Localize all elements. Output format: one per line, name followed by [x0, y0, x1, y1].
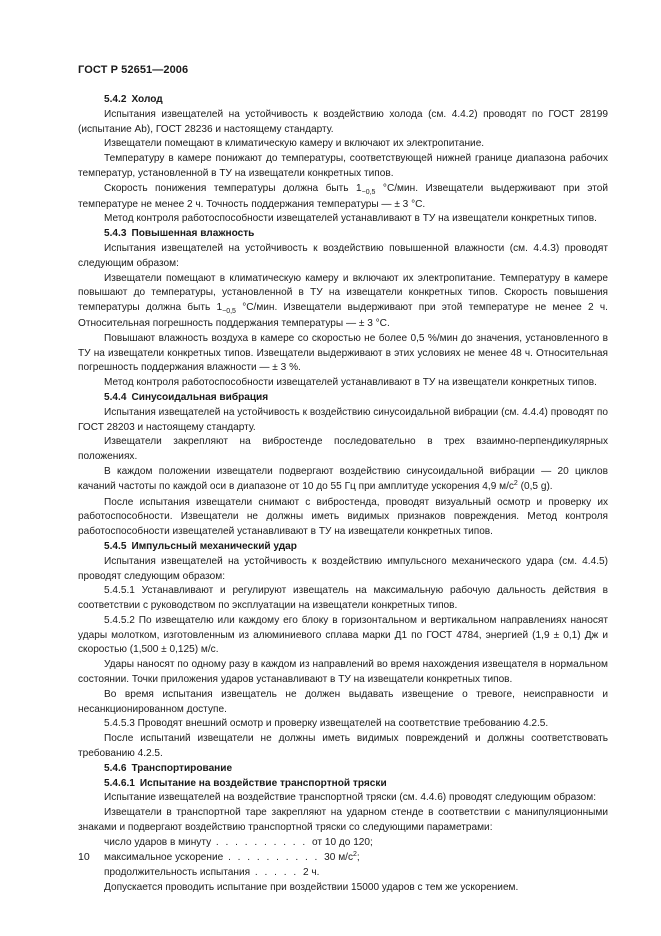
subscript: −0,5: [222, 308, 236, 316]
spec-label: продолжительность испытания: [104, 867, 251, 879]
paragraph: Во время испытания извещатель не должен выдавать извещение о тревоге, неисправности и несанкционированном доступе.: [78, 688, 608, 715]
section-heading-5-4-2: [78, 93, 608, 108]
spec-value: от 10 до 120;: [312, 836, 373, 848]
spec-line-acceleration: [78, 851, 608, 867]
paragraph: Температуру в камере понижают до температуры, соответствующей нижней границе диапазона рабочих температур, установленной в ТУ на извещатели конкретных типов.: [78, 153, 608, 179]
paragraph: Метод контроля работоспособности извещателей устанавливают в ТУ на извещатели конкретных типов.: [104, 377, 597, 389]
leader-dots: . . . . .: [250, 867, 303, 879]
text-run: Извещатели помещают в климатическую камеру и включают их электропитание. Температуру в камере повышают до температуры, установленной в ТУ на извещатели конкретных типов. Скорость повышения температуры должна быть 1: [78, 272, 608, 314]
section-title: Импульсный механический удар: [131, 540, 297, 552]
subsection-title: Испытание на воздействие транспортной тряски: [139, 777, 387, 789]
paragraph: 5.4.5.1 Устанавливают и регулируют извещатель на максимальную рабочую дальность действия в соответствии с руководством по эксплуатации на извещатели конкретных типов.: [78, 585, 608, 612]
leader-dots: . . . . . . . . . .: [211, 836, 313, 848]
section-number: 5.4.3: [104, 228, 127, 240]
document-header: ГОСТ Р 52651—2006: [78, 64, 189, 76]
paragraph: После испытания извещатели снимают с вибростенда, проводят визуальный осмотр и проверку их работоспособности. Извещатели не должны иметь видимых признаков повреждения. Метод контроля работоспособности извещателей устанавливают в ТУ на извещатели конкретных типов.: [78, 496, 608, 538]
paragraph: Повышают влажность воздуха в камере со скоростью не более 0,5 %/мин до значения, установленного в ТУ на извещатели конкретных типов. Извещатели выдерживают в этих условиях не менее 48 ч. Относительная погрешность поддержания влажности — ± 3 %.: [78, 332, 608, 374]
paragraph: 5.4.5.3 Проводят внешний осмотр и проверку извещателей на соответствие требованию 4.2.5.: [104, 718, 549, 730]
paragraph: Испытания извещателей на устойчивость к воздействию холода (см. 4.4.2) проводят по ГОСТ 28199 (испытание Ab), ГОСТ 28236 и настоящему стандарту.: [78, 108, 608, 135]
document-body: [78, 93, 608, 896]
spec-label: число ударов в минуту: [104, 836, 212, 848]
spec-label: максимальное ускорение: [104, 851, 224, 863]
text-run: °С/мин. Извещатели выдерживают при этой температуре не менее 2 ч. Относительная погрешность поддержания температуры — ± 3 °С.: [78, 302, 608, 329]
leader-dots: . . . . . . . . . .: [223, 851, 325, 863]
paragraph: Испытания извещателей на устойчивость к воздействию импульсного механического удара (см. 4.4.5) проводят следующим образом:: [78, 555, 608, 582]
superscript: 2: [513, 479, 518, 487]
section-number: 5.4.4: [104, 391, 127, 403]
paragraph: 5.4.5.2 По извещателю или каждому его блоку в горизонтальном и вертикальном направлениях наносят удары молотком, изготовленным из алюминиевого сплава марки Д1 по ГОСТ 4784, энергией (1,9 ± 0,1) Дж и скоростью (1,500 ± 0,125) м/с.: [78, 614, 608, 656]
paragraph: После испытаний извещатели не должны иметь видимых повреждений и должны соответствовать требованию 4.2.5.: [78, 733, 608, 760]
section-title: Транспортирование: [131, 762, 233, 774]
subsection-number: 5.4.6.1: [104, 777, 135, 789]
paragraph: Метод контроля работоспособности извещателей устанавливают в ТУ на извещатели конкретных типов.: [104, 213, 597, 225]
subscript: −0,5: [361, 188, 376, 196]
section-number: 5.4.5: [104, 540, 127, 552]
paragraph: Извещатели помещают в климатическую камеру и включают их электропитание.: [104, 138, 485, 150]
paragraph: Испытание извещателей на воздействие транспортной тряски (см. 4.4.6) проводят следующим образом:: [104, 792, 596, 804]
text-run: °С/мин. Извещатели выдерживают при этой температуре не менее 2 ч. Точность поддержания температуры — ± 3 °С.: [78, 182, 608, 210]
paragraph: Допускается проводить испытание при воздействии 15000 ударов с тем же ускорением.: [104, 882, 519, 894]
section-heading-5-4-3: [78, 227, 608, 242]
spec-line-impacts: [78, 836, 608, 851]
paragraph: [78, 465, 608, 496]
section-heading-5-4-4: [78, 391, 608, 406]
text-run: Скорость понижения температуры должна быть 1: [104, 182, 362, 194]
text-run: В каждом положении извещатели подвергают воздействию синусоидальной вибрации — 20 циклов качаний частоты по каждой оси в диапазоне от 10 до 55 Гц при амплитуде ускорения 4,9 м/с: [78, 465, 608, 492]
section-title: Холод: [131, 94, 163, 105]
superscript: 2: [353, 850, 357, 858]
text-run: (0,5 g).: [517, 480, 553, 492]
page-number: 10: [78, 851, 90, 863]
paragraph: Испытания извещателей на устойчивость к воздействию повышенной влажности (см. 4.4.3) проводят следующим образом:: [78, 242, 608, 269]
spec-value: 30 м/с: [324, 851, 353, 863]
paragraph: [78, 272, 608, 332]
section-number: 5.4.2: [104, 94, 127, 105]
subsection-heading-5-4-6-1: [78, 777, 608, 792]
spec-line-duration: [78, 866, 608, 881]
paragraph: Испытания извещателей на устойчивость к воздействию синусоидальной вибрации (см. 4.4.4) проводят по ГОСТ 28203 и настоящему стандарту.: [78, 406, 608, 433]
paragraph: Удары наносят по одному разу в каждом из направлений во время нахождения извещателя в нормальном состоянии. Точки приложения ударов устанавливают в ТУ на извещатели конкретных типов.: [78, 659, 608, 686]
section-number: 5.4.6: [104, 762, 127, 774]
paragraph: [78, 182, 608, 213]
section-heading-5-4-6: [78, 762, 608, 777]
section-heading-5-4-5: [78, 540, 608, 555]
section-title: Повышенная влажность: [131, 228, 255, 240]
spec-value: 2 ч.: [302, 867, 320, 879]
paragraph: Извещатели закрепляют на вибростенде последовательно в трех взаимно-перпендикулярных положениях.: [78, 436, 608, 463]
section-title: Синусоидальная вибрация: [131, 391, 269, 403]
spec-value-tail: ;: [356, 851, 360, 863]
paragraph: Извещатели в транспортной таре закрепляют на ударном стенде в соответствии с манипуляционными знаками и подвергают воздействию транспортной тряски со следующими параметрами:: [78, 807, 608, 834]
